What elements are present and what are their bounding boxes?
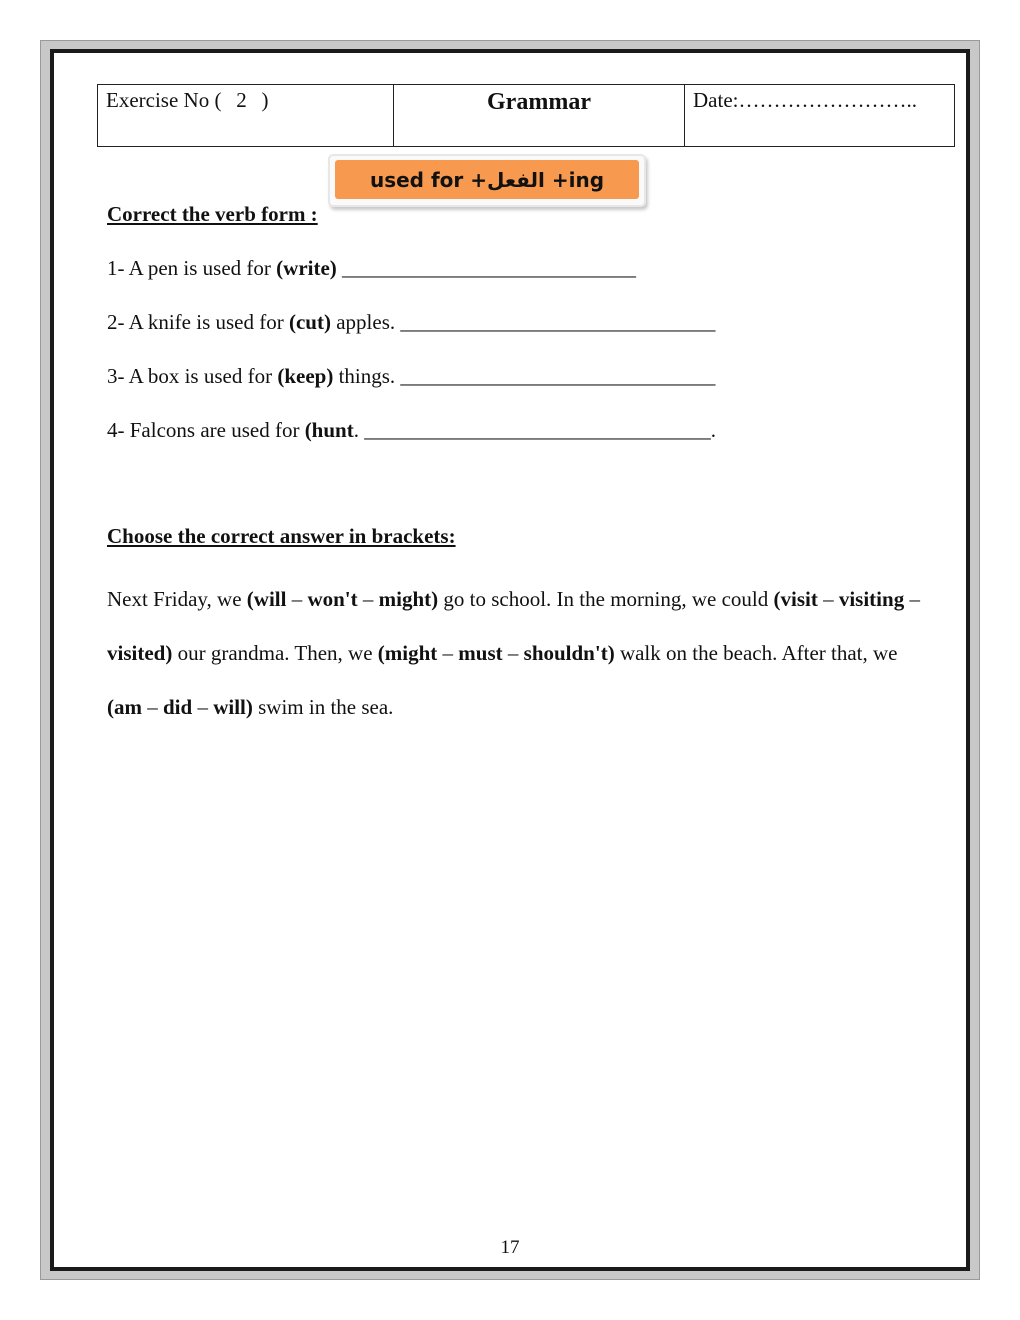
date-field: Date:…………………….. [685, 85, 955, 147]
verb-hint: (hunt [304, 418, 354, 442]
section2-heading: Choose the correct answer in brackets: [107, 524, 456, 548]
question-2 [107, 310, 715, 335]
question-text: 4- Falcons are used for [107, 418, 305, 442]
verb-hint: (cut) [288, 310, 331, 334]
section1-heading: Correct the verb form : [107, 202, 318, 226]
choice-option: (visit [773, 587, 818, 611]
answer-blank: ____________________________ [336, 256, 637, 280]
question-text: 2- A knife is used for [107, 310, 289, 334]
exercise-number: 2 [236, 88, 247, 112]
choice-option: (am [107, 695, 142, 719]
choice-option: visited) [107, 641, 173, 665]
choose-paragraph [107, 572, 937, 734]
choice-option: will) [213, 695, 253, 719]
choice-option: (might [377, 641, 438, 665]
option-separator: – [437, 641, 459, 665]
option-separator: – [502, 641, 524, 665]
exercise-close: ) [261, 88, 269, 112]
answer-blank: things. ______________________________ [333, 364, 716, 388]
paragraph-text: Next Friday, we [107, 587, 247, 611]
choice-option: (will [246, 587, 287, 611]
choice-option: visiting [838, 587, 905, 611]
exercise-cell [98, 85, 394, 147]
paragraph-text: our grandma. Then, we [172, 641, 378, 665]
choice-option: shouldn't) [523, 641, 615, 665]
rule-badge [328, 154, 646, 207]
option-separator: – [142, 695, 163, 719]
choice-option: must [458, 641, 503, 665]
question-3 [107, 364, 715, 389]
option-separator: – [357, 587, 379, 611]
exercise-label: Exercise No ( [106, 88, 222, 112]
option-separator: – [904, 587, 920, 611]
answer-blank: apples. ______________________________ [330, 310, 716, 334]
answer-blank: . _________________________________. [353, 418, 716, 442]
question-text: 3- A box is used for [107, 364, 278, 388]
choice-option: won't [307, 587, 358, 611]
choice-option: might) [378, 587, 439, 611]
question-4 [107, 418, 716, 443]
verb-hint: (write) [276, 256, 337, 280]
question-1 [107, 256, 636, 281]
verb-hint: (keep) [277, 364, 334, 388]
option-separator: – [286, 587, 308, 611]
paragraph-text: swim in the sea. [252, 695, 394, 719]
rule-badge-text: used for +الفعل +ing [335, 160, 639, 199]
header-table [97, 84, 955, 147]
paragraph-text: go to school. In the morning, we could [438, 587, 774, 611]
subject-title: Grammar [394, 85, 685, 147]
option-separator: – [192, 695, 214, 719]
paragraph-text: walk on the beach. After that, we [614, 641, 898, 665]
page-number: 17 [500, 1237, 520, 1258]
choice-option: did [163, 695, 193, 719]
option-separator: – [817, 587, 839, 611]
question-text: 1- A pen is used for [107, 256, 277, 280]
